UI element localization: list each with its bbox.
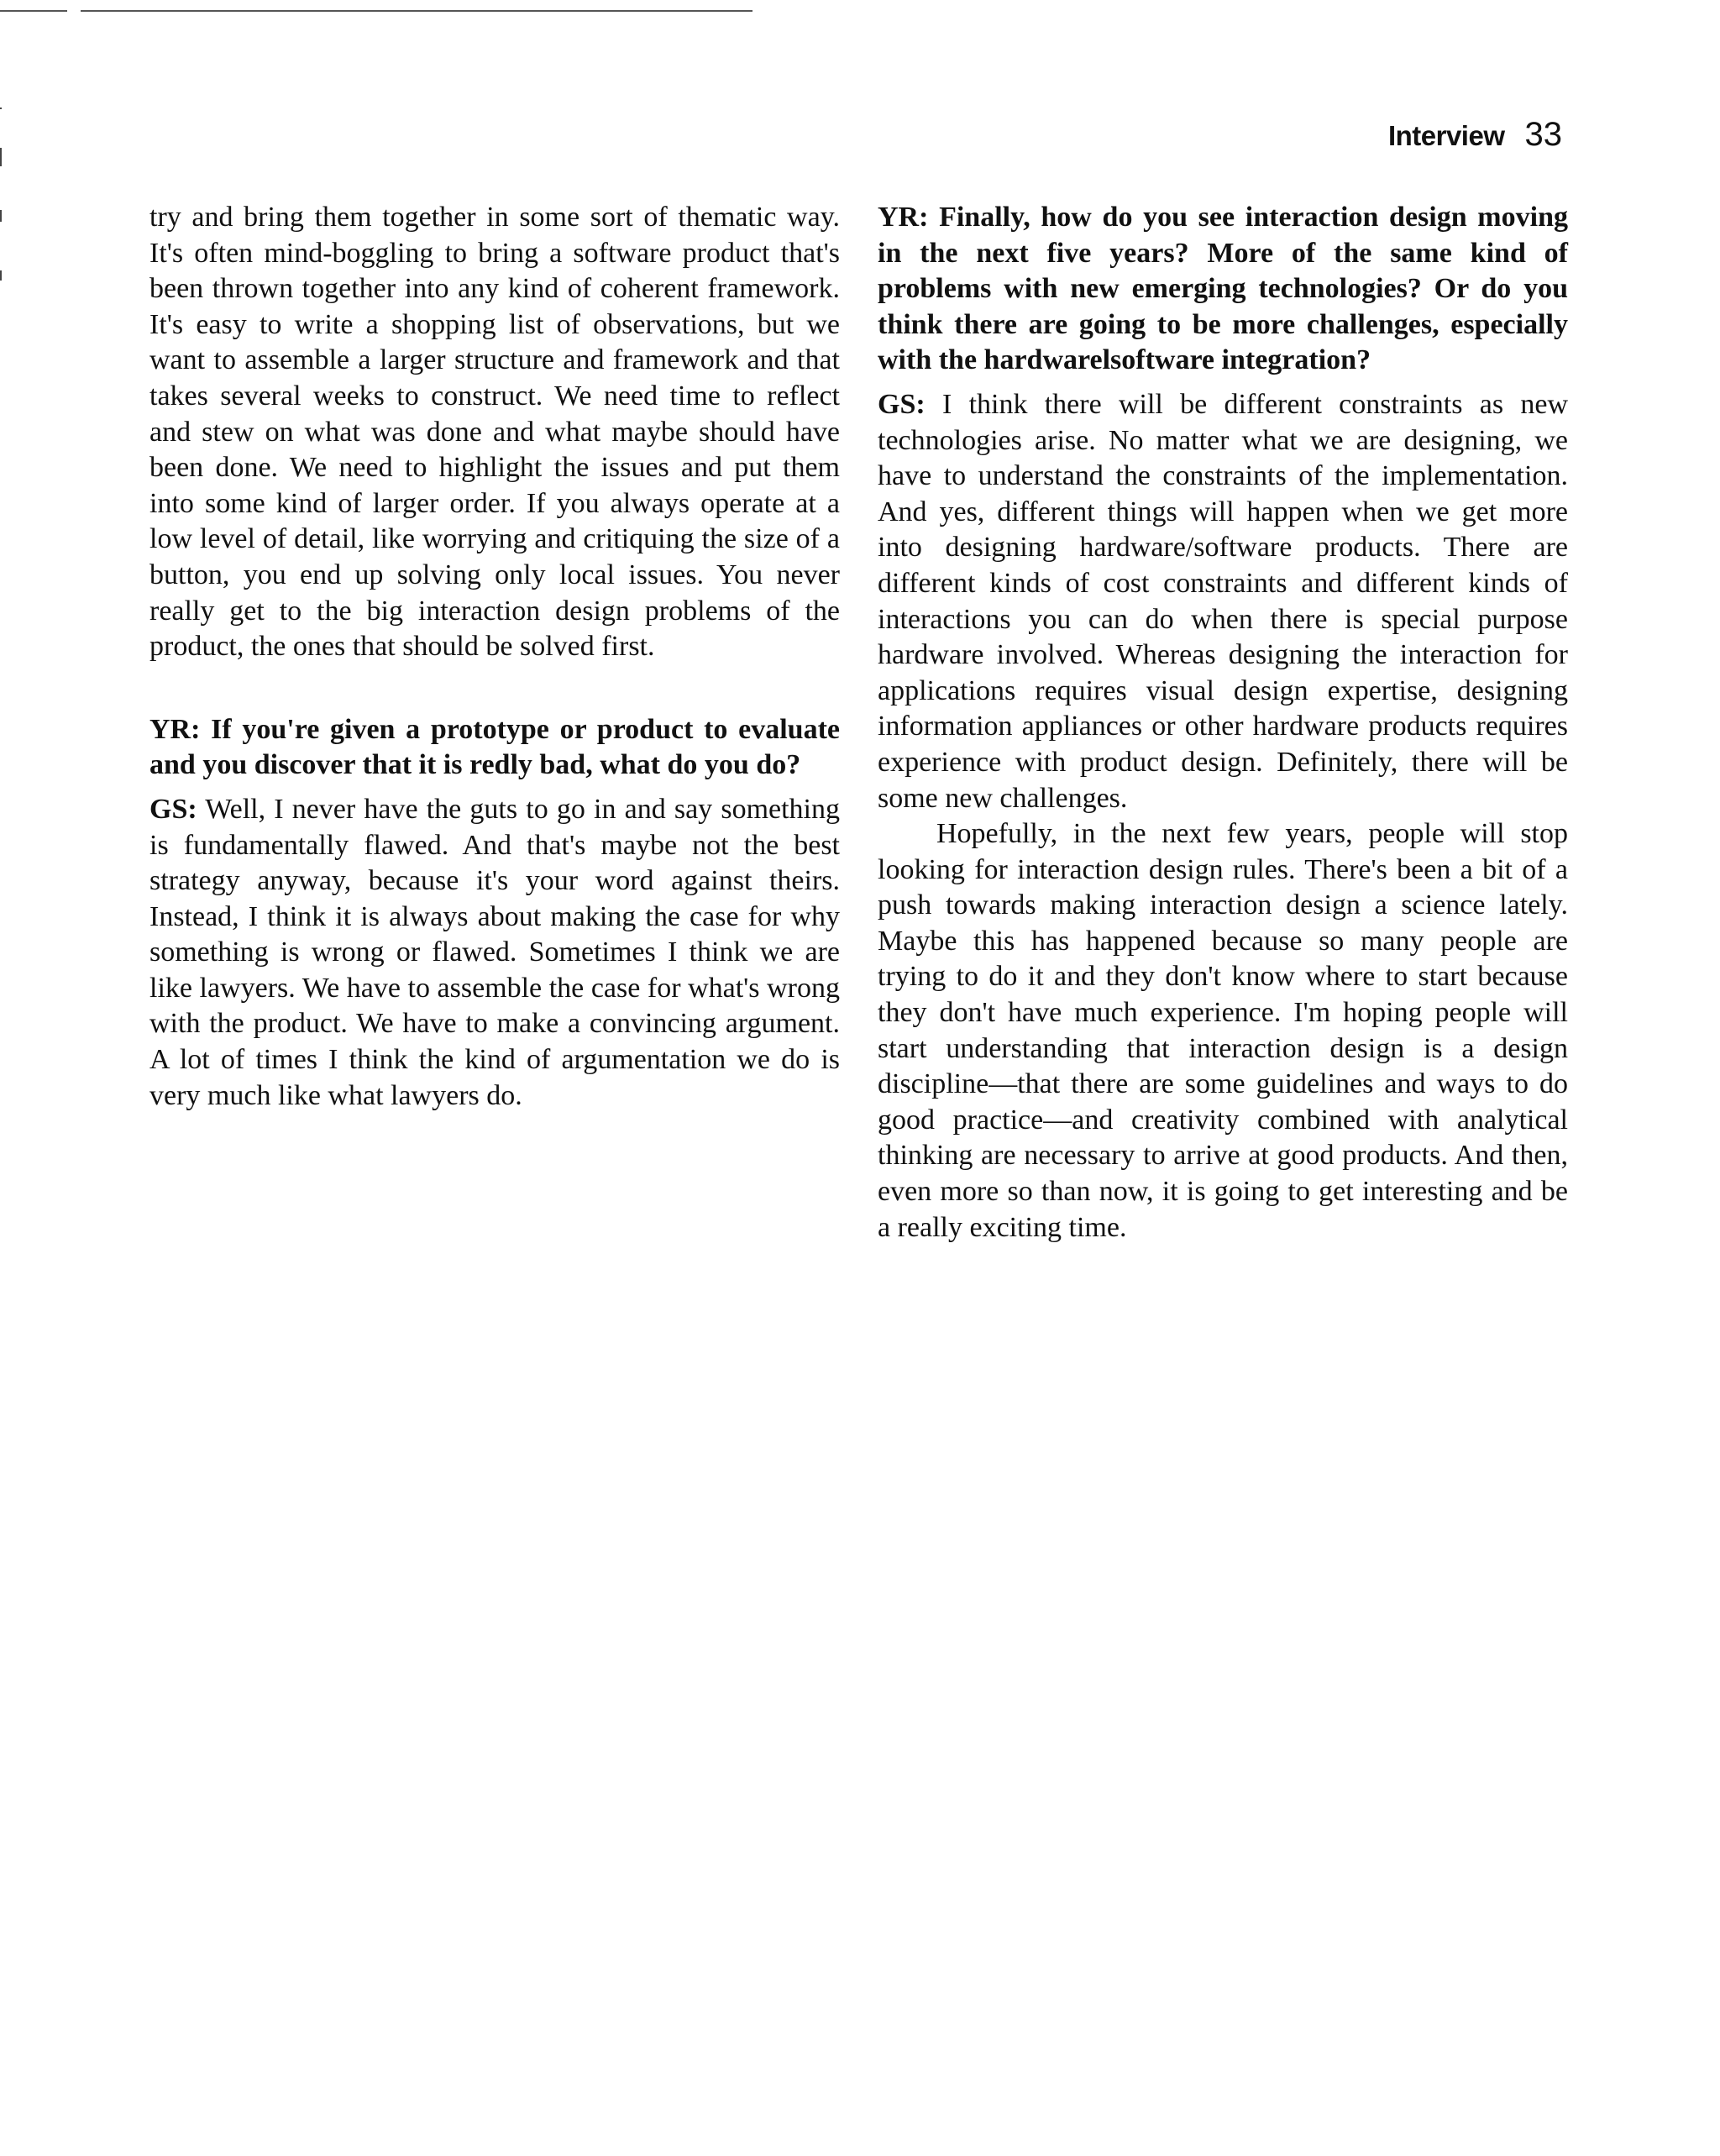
- interview-answer: [878, 387, 1568, 816]
- right-column: [878, 200, 1568, 1246]
- page-number: 33: [1524, 116, 1562, 153]
- scan-edge-mark: [0, 210, 2, 222]
- left-column: [149, 200, 840, 1114]
- speaker-label: GS:: [149, 793, 197, 825]
- interview-answer: [149, 792, 840, 1114]
- speaker-label: GS:: [878, 388, 926, 420]
- running-head: [1388, 116, 1562, 154]
- interview-question: YR: Finally, how do you see interaction design moving in the next five years? More of the same kind of problems with new emerging technologies? Or do you think there are going to be more challenges, especially with the hardwarelsoftware integration?: [878, 202, 1568, 376]
- running-head-label: Interview: [1387, 120, 1505, 151]
- continued-answer-paragraph: try and bring them together in some sort of thematic way. It's often mind-boggling to bring a software product that's been thrown together into any kind of coherent framework. It's easy to write a shopping list of observations, but we want to assemble a larger structure and framework and that takes several weeks to construct. We need time to reflect and stew on what was done and what maybe should have been done. We need to highlight the issues and put them into some kind of larger order. If you always operate at a low level of detail, like worrying and critiquing the size of a button, you end up solving only local issues. You never really get to the big interaction design problems of the product, the ones that should be solved first.: [149, 202, 840, 663]
- scan-edge-mark: [0, 270, 2, 281]
- interview-question: YR: If you're given a prototype or product to evaluate and you discover that it is redly bad, what do you do?: [149, 713, 840, 781]
- interview-answer-continued: Hopefully, in the next few years, people will stop looking for interaction design rules. There's been a bit of a push towards making interaction design a science lately. Maybe this has happened because so many people are trying to do it and they don't know where to start because they don't have much experience. I'm hoping people will start understanding that interaction design is a design discipline—that there are some guidelines and ways to do good practice—and creativity combined with analytical thinking are necessary to arrive at good products. And then, even more so than now, it is going to get interesting and be a really exciting time.: [878, 818, 1568, 1243]
- scan-edge-rule: [0, 10, 67, 12]
- answer-text: Well, I never have the guts to go in and say something is fundamentally flawed. And that's maybe not the best strategy anyway, because it's your word against theirs. Instead, I think it is always about making the case for why something is wrong or flawed. Sometimes I think we are like lawyers. We have to assemble the case for what's wrong with the product. We have to make a convincing argument. A lot of times I think the kind of argumentation we do is very much like what lawyers do.: [149, 793, 840, 1111]
- answer-text: I think there will be different constraints as new technologies arise. No matter what we are designing, we have to understand the constraints of the implementation. And yes, different things will happen when we get more into designing hardware/software products. There are different kinds of cost constraints and different kinds of interactions you can do when there is special purpose hardware involved. Whereas designing the interaction for applications requires visual design expertise, designing information appliances or other hardware products requires experience with product design. Definitely, there will be some new challenges.: [878, 388, 1568, 814]
- scan-edge-mark: [0, 148, 2, 166]
- scan-edge-rule: [81, 10, 752, 12]
- scan-edge-mark: [0, 108, 2, 109]
